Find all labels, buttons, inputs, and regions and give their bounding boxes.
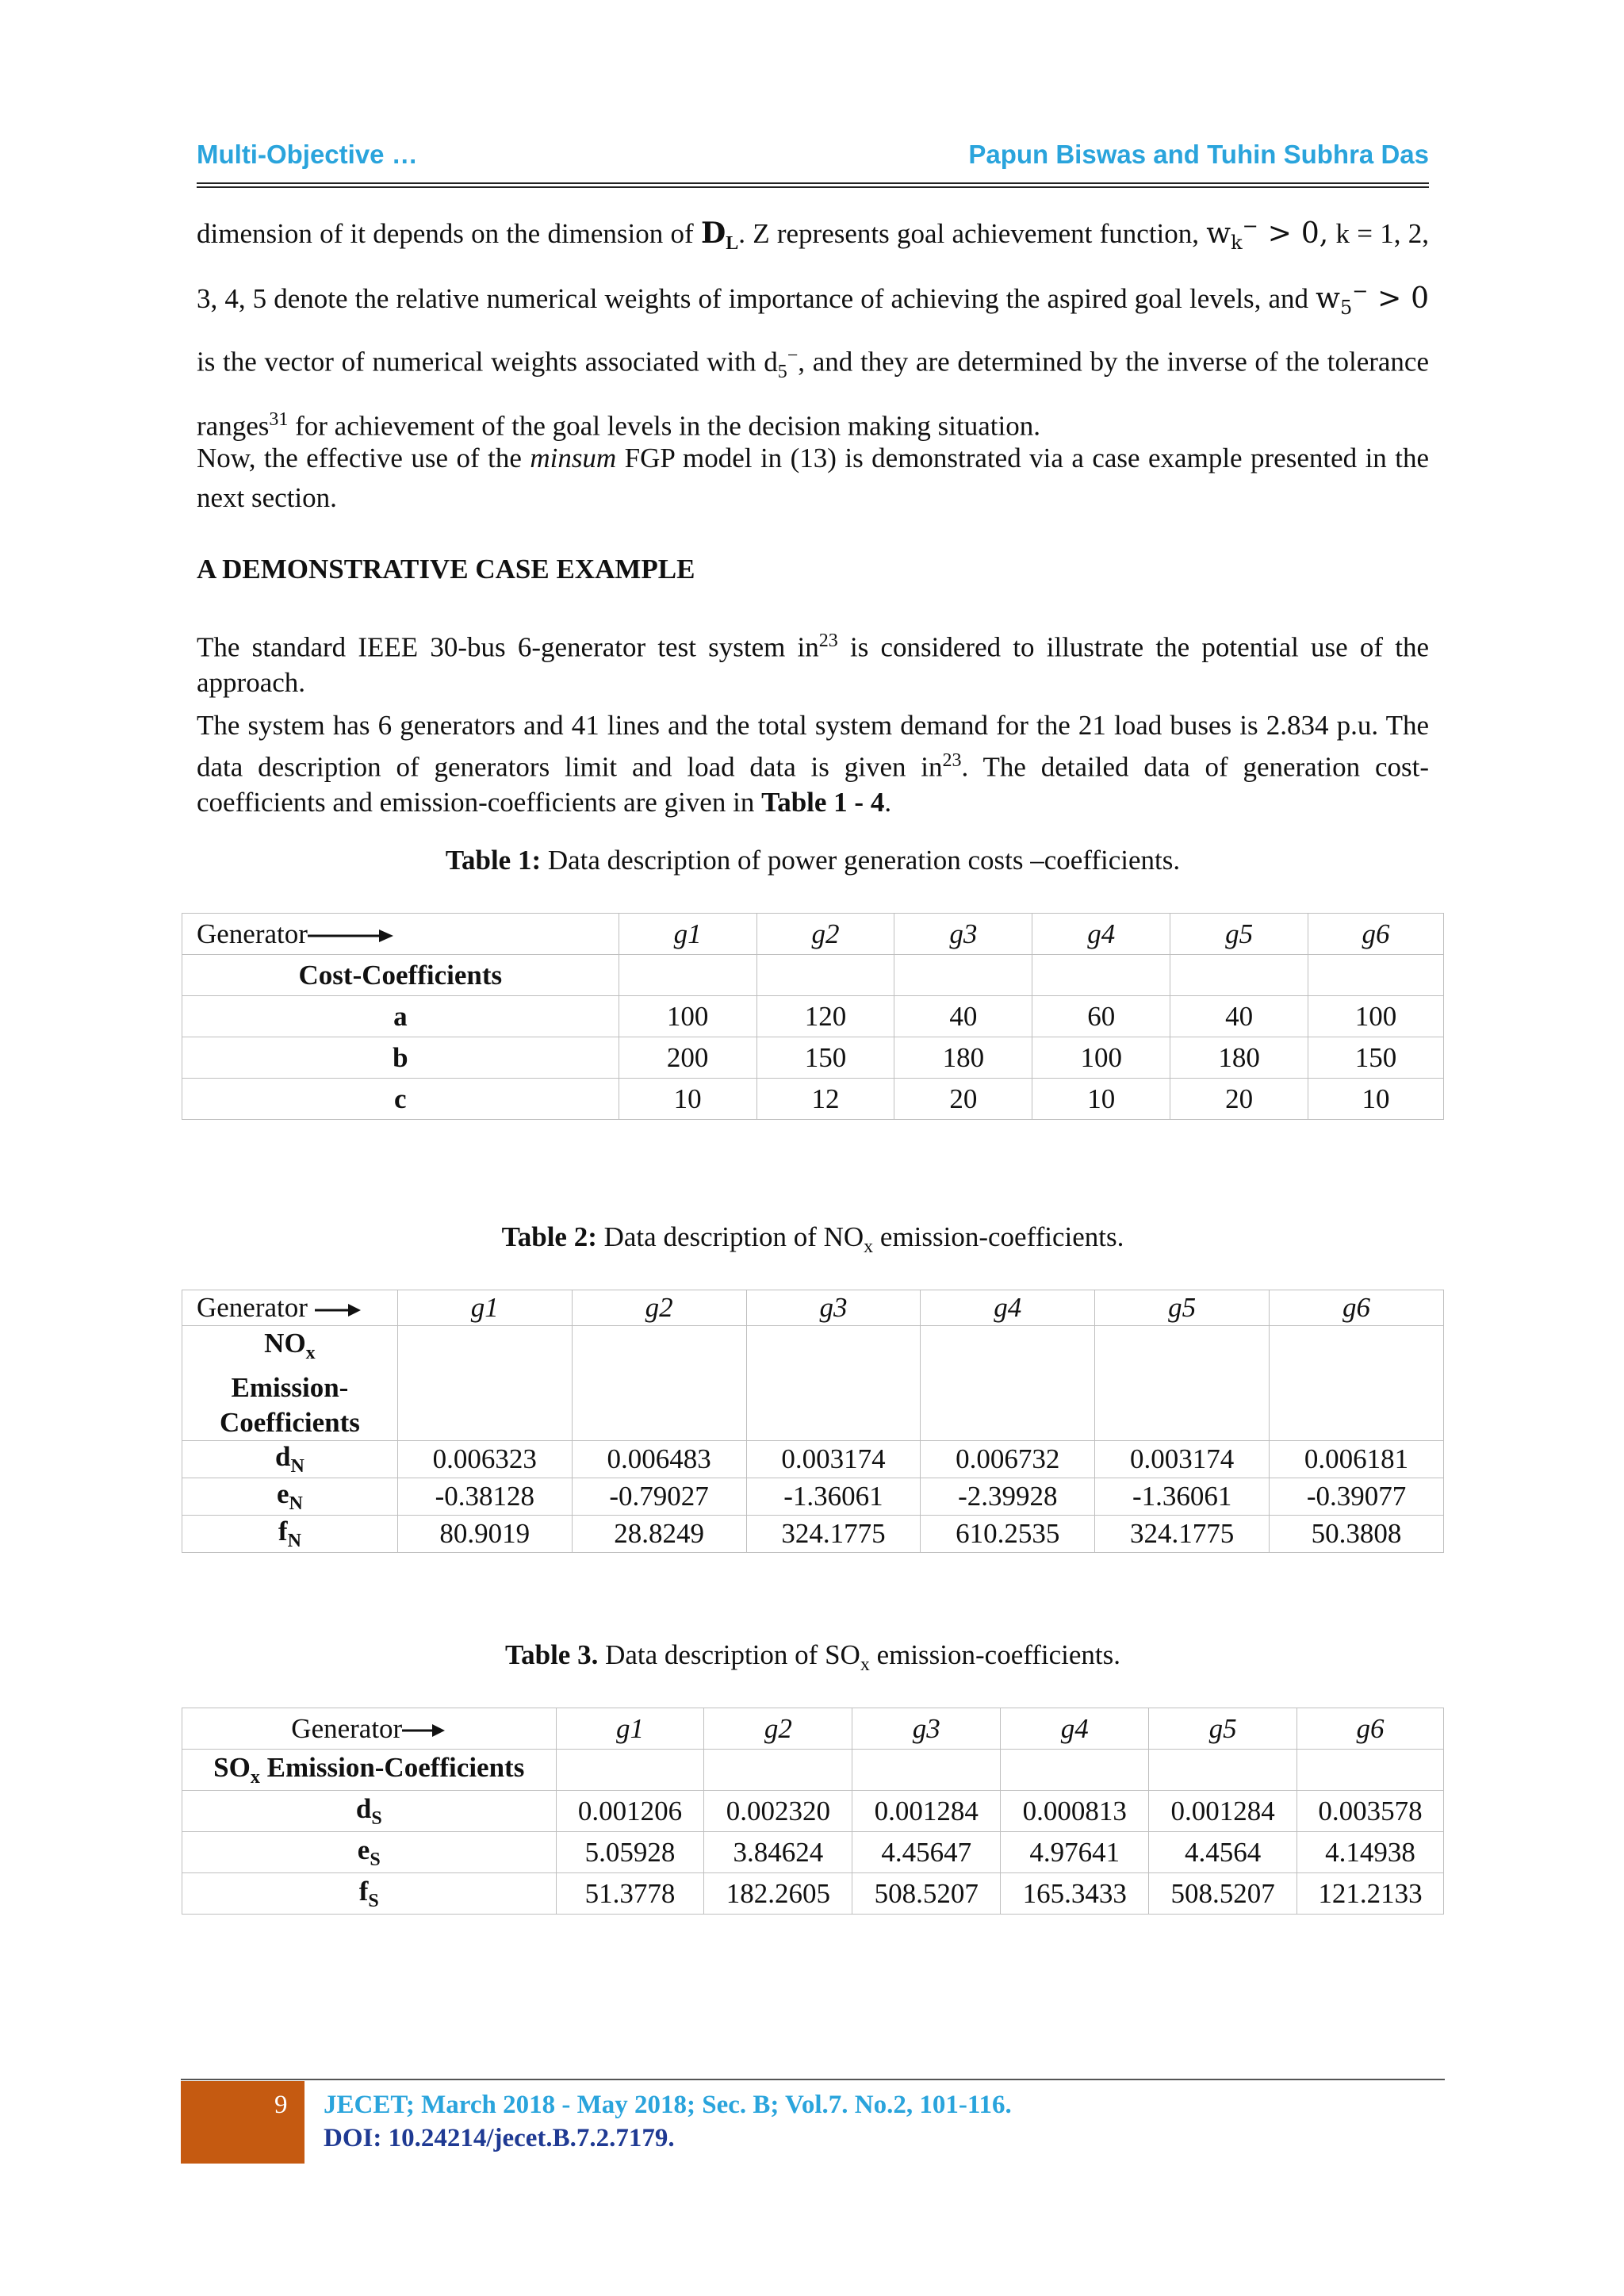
table-row	[182, 1750, 1444, 1791]
page-number: 9	[274, 2091, 288, 2119]
gen-col-header: g4	[1001, 1708, 1149, 1750]
header-authors: Papun Biswas and Tuhin Subhra Das	[968, 140, 1429, 169]
generator-header: Generator	[182, 1708, 557, 1750]
table-row: $e_S$ 5.05928 3.84624 4.45647 4.97641 4.4564 4.14938	[182, 1832, 1444, 1873]
table-row: $d_S$ 0.001206 0.002320 0.001284 0.000813 0.001284 0.003578	[182, 1791, 1444, 1832]
row-label: a	[182, 996, 619, 1037]
table-row: c 10 12 20 10 20 10	[182, 1079, 1444, 1120]
gen-col-header: g5	[1095, 1290, 1270, 1326]
row-label: $f_N$	[182, 1516, 398, 1553]
header-rule	[197, 182, 1429, 188]
table-row: $e_N$ -0.38128 -0.79027 -1.36061 -2.39928 -1.36061 -0.39077	[182, 1478, 1444, 1516]
table-row: $f_N$ 80.9019 28.8249 324.1775 610.2535 324.1775 50.3808	[182, 1516, 1444, 1553]
table-row	[182, 1708, 1444, 1750]
section-heading: A DEMONSTRATIVE CASE EXAMPLE	[197, 554, 695, 585]
citation-31: 31	[269, 408, 289, 430]
gen-col-header: g6	[1270, 1290, 1444, 1326]
table-row: $f_S$ 51.3778 182.2605 508.5207 165.3433 508.5207 121.2133	[182, 1873, 1444, 1915]
paragraph-minsum: Now, the effective use of the minsum FGP model in (13) is demonstrated via a case example presented in the next section.	[197, 443, 1430, 513]
table-row	[182, 955, 1444, 996]
gen-col-header: g3	[894, 914, 1032, 955]
generator-header: Generator	[182, 914, 619, 955]
gen-col-header: g1	[619, 914, 756, 955]
gen-col-header: g3	[746, 1290, 921, 1326]
gen-col-header: g4	[1032, 914, 1170, 955]
gen-col-header: g5	[1149, 1708, 1297, 1750]
gen-col-header: g6	[1308, 914, 1444, 955]
running-header	[197, 140, 1429, 179]
table3-caption: Table 3. Data description of $SO_x$ emission-coefficients.	[504, 1639, 1121, 1675]
table-row	[182, 1290, 1444, 1326]
table3-sox-coefficients	[182, 1708, 1444, 1915]
paragraph-weights: dimension of it depends on the dimension of $D_L$. Z represents goal achievement function, $w_k^- > 0$, k = 1, 2, 3, 4, 5 denote the relative numerical weights of importance of achieving the aspired goal levels, and $w_5^- > 0$ is the vector of numerical weights associated with $d_5^-$, and they are determined by the inverse of the tolerance ranges$^{31}$ for achievement of the goal levels in the decision making situation.	[197, 215, 1429, 442]
gen-col-header: g3	[852, 1708, 1001, 1750]
gen-col-header: g4	[921, 1290, 1095, 1326]
row-label: $d_N$	[182, 1441, 398, 1478]
gen-col-header: g2	[756, 914, 894, 955]
section-label: Cost-Coefficients	[182, 955, 619, 996]
row-label: $e_N$	[182, 1478, 398, 1516]
paragraph-test-system: The standard IEEE 30-bus 6-generator test system $in^{23}$ is considered to illustrate the potential use of the approach.	[197, 631, 1429, 698]
section-label: $NO_x$ Emission- Coefficients	[182, 1326, 398, 1441]
footer-doi: DOI: 10.24214/jecet.B.7.2.7179.	[324, 2124, 675, 2152]
arrow-right-icon	[308, 928, 395, 944]
table1-caption: Table 1: Data description of power generation costs –coefficients.	[445, 845, 1181, 876]
arrow-right-icon	[315, 1302, 362, 1318]
table-row	[182, 1326, 1444, 1441]
table2-caption: Table 2: Data description of $NO_x$ emission-coefficients.	[501, 1221, 1124, 1257]
table-row: b 200 150 180 100 180 150	[182, 1037, 1444, 1079]
gen-col-header: g2	[704, 1708, 852, 1750]
gen-col-header: g2	[572, 1290, 746, 1326]
table1-cost-coefficients	[182, 913, 1444, 1120]
footer-journal: JECET; March 2018 - May 2018; Sec. B; Vol.7. No.2, 101-116.	[324, 2091, 1012, 2119]
gen-col-header: g1	[397, 1290, 572, 1326]
row-label: b	[182, 1037, 619, 1079]
table-row: a 100 120 40 60 40 100	[182, 996, 1444, 1037]
generator-header: Generator	[182, 1290, 398, 1326]
table2-nox-coefficients	[182, 1290, 1444, 1553]
header-short-title: Multi-Objective …	[197, 140, 418, 169]
row-label: $e_S$	[182, 1832, 557, 1873]
arrow-right-icon	[402, 1723, 446, 1738]
gen-col-header: g1	[556, 1708, 704, 1750]
row-label: $f_S$	[182, 1873, 557, 1915]
row-label: $d_S$	[182, 1791, 557, 1832]
footer-rule	[181, 2079, 1445, 2080]
gen-col-header: g6	[1297, 1708, 1444, 1750]
section-label: $SO_x$ Emission-Coefficients	[182, 1750, 557, 1791]
table-row: $d_N$ 0.006323 0.006483 0.003174 0.006732 0.003174 0.006181	[182, 1441, 1444, 1478]
table-row	[182, 914, 1444, 955]
row-label: c	[182, 1079, 619, 1120]
paragraph-system-data: The system has 6 generators and 41 lines and the total system demand for the 21 load buses is 2.834 p.u. The data description of generators limit and load data is given $in^{23}$. The detailed data of generation cost-coefficients and emission-coefficients are given in Table 1 - 4.	[197, 710, 1430, 818]
gen-col-header: g5	[1170, 914, 1308, 955]
